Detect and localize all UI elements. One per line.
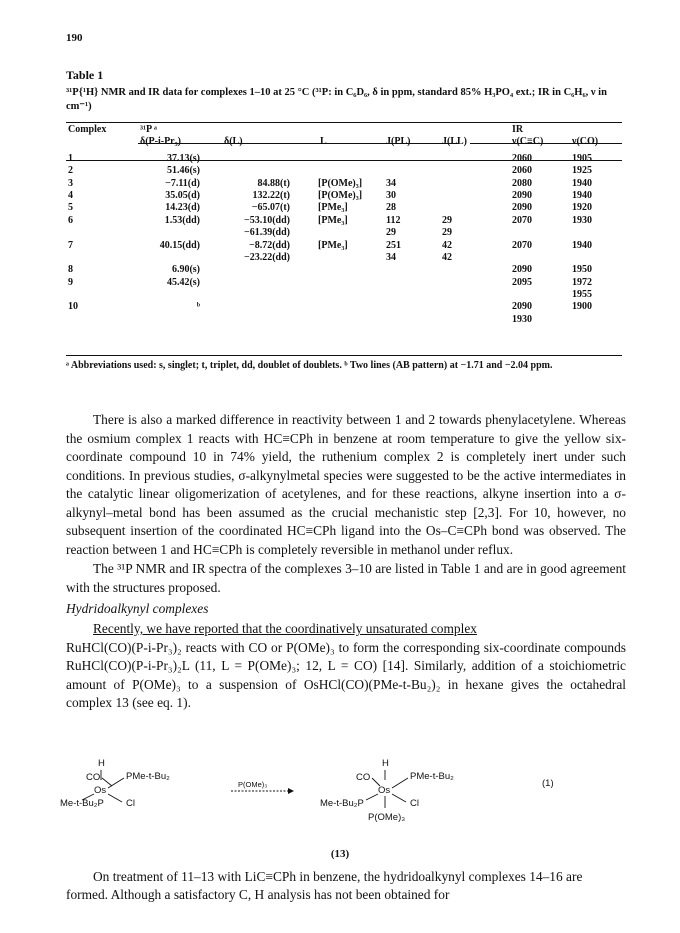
table-cell: 40.15(dd) xyxy=(159,239,200,251)
table-cell: 42 xyxy=(442,251,452,263)
table-cell: 1950 xyxy=(572,264,592,276)
right-h: H xyxy=(382,758,389,769)
complex-number: 8 xyxy=(68,264,73,276)
reaction-scheme xyxy=(60,758,626,848)
table-cell xyxy=(222,289,306,301)
paragraph-hydridoalkynyl xyxy=(66,620,626,713)
header-p31: ³¹P ᵃ xyxy=(140,124,157,135)
table-cell xyxy=(384,165,440,177)
complex-number: 6 xyxy=(68,214,73,226)
table-cell: −23.22(dd) xyxy=(244,251,290,263)
paragraph-treatment: On treatment of 11–13 with LiC≡CPh in benzene, the hydridoalkynyl complexes 14–16 are formed. Although a satisfactory C, H analysis has not been obtained for xyxy=(66,869,583,902)
page-number: 190 xyxy=(66,32,83,44)
table-header-row xyxy=(66,136,622,148)
header-cell: δ(P-i-Pr₃) xyxy=(140,136,181,148)
table-cell: 84.88(t) xyxy=(257,177,290,189)
table-caption: ³¹P{¹H} NMR and IR data for complexes 1–10 at 25 °C (³¹P: in C₆D₆, δ in ppm, standard 85% H₃PO₄ ext.; IR in C₆H₆, ν in cm⁻¹) xyxy=(66,87,607,112)
table-cell: 6.90(s) xyxy=(171,264,200,276)
table-cell xyxy=(306,165,384,177)
table-cell xyxy=(440,165,510,177)
table-row xyxy=(66,289,622,301)
table-cell: 2090 xyxy=(512,301,532,313)
header-cell: ν(C≡C) xyxy=(512,136,544,148)
table-cell: 1940 xyxy=(572,177,592,189)
table-cell: −53.10(dd) xyxy=(244,214,290,226)
table-row xyxy=(66,190,622,202)
paragraph-spectra: The ³¹P NMR and IR spectra of the complexes 3–10 are listed in Table 1 and are in good agreement with the structures proposed. xyxy=(66,561,626,595)
table-cell: 2095 xyxy=(512,276,532,288)
table-cell: ᵇ xyxy=(196,301,200,313)
table-cell: 2090 xyxy=(512,202,532,214)
right-os: Os xyxy=(378,785,391,796)
table-cell: 1920 xyxy=(572,202,592,214)
table-row xyxy=(66,301,622,313)
table-cell xyxy=(222,314,306,326)
table-row xyxy=(66,277,622,289)
table-cell: 2060 xyxy=(512,152,532,164)
table-cell xyxy=(384,301,440,313)
table-cell xyxy=(510,252,570,264)
table-cell xyxy=(440,153,510,165)
table-cell: 251 xyxy=(386,239,401,251)
table-row xyxy=(66,227,622,239)
table-cell: 2090 xyxy=(512,189,532,201)
underlined-sentence: Recently, we have reported that the coordinatively unsaturated complex xyxy=(93,621,477,636)
table-cell: 45.42(s) xyxy=(166,276,200,288)
table-cell xyxy=(138,227,222,239)
table-row xyxy=(66,264,622,276)
table-cell: 1925 xyxy=(572,165,592,177)
table-cell xyxy=(138,314,222,326)
complex-number: 1 xyxy=(68,152,73,164)
table-cell: 28 xyxy=(386,202,396,214)
table-cell xyxy=(222,301,306,313)
section-title: Hydridoalkynyl complexes xyxy=(66,601,209,616)
table-cell: 37.13(s) xyxy=(166,152,200,164)
table-cell xyxy=(222,165,306,177)
table-row xyxy=(66,314,622,326)
right-p-top: PMe-t-Bu₂ xyxy=(410,771,454,782)
complex-number: 7 xyxy=(68,239,73,251)
complex-number xyxy=(66,227,138,239)
table-cell xyxy=(440,202,510,214)
table-cell xyxy=(384,277,440,289)
table-cell xyxy=(306,153,384,165)
table-cell: 1930 xyxy=(572,214,592,226)
table-cell xyxy=(440,190,510,202)
table-cell xyxy=(440,264,510,276)
table-cell xyxy=(138,289,222,301)
table-cell xyxy=(222,264,306,276)
table-header-top xyxy=(66,124,622,136)
table-cell: 1940 xyxy=(572,189,592,201)
table-cell xyxy=(440,178,510,190)
right-cl: Cl xyxy=(410,798,419,809)
left-os: Os xyxy=(94,785,107,796)
table-cell xyxy=(570,314,622,326)
table-cell: −8.72(dd) xyxy=(249,239,290,251)
table-footnote: ᵃ Abbreviations used: s, singlet; t, triplet, dd, doublet of doublets. ᵇ Two lines (AB pattern) at −1.71 and −2.04 ppm. xyxy=(66,360,553,371)
table-cell: 112 xyxy=(386,214,401,226)
complex-number: 9 xyxy=(68,276,73,288)
complex-number xyxy=(66,314,138,326)
paragraph-reactivity: There is also a marked difference in reactivity between 1 and 2 towards phenylacetylene. Whereas the osmium complex 1 reacts with HC≡CPh in benzene at room temperature to give the yellow six-coordinate compound 10 in 74% yield, the ruthenium complex 2 is completely inert under such conditions. In previous studies, σ-alkynylmetal species were suggested to be the active intermediates in the catalytic linear oligomerization of acetylenes, and for these reactions, alkyne insertion into a σ-alkynyl–metal bond has been assumed as the crucial mechanistic step [2,3]. For 10, however, no subsequent insertion of the coordinated HC≡CPh ligand into the Os–C≡CPh bond was observed. The reaction between 1 and HC≡CPh is completely reversible in methanol under reflux. xyxy=(66,412,626,557)
table-row xyxy=(66,202,622,214)
table-cell: 1.53(dd) xyxy=(164,214,200,226)
table-cell xyxy=(570,252,622,264)
table-cell: 1905 xyxy=(572,152,592,164)
table-cell: 29 xyxy=(442,214,452,226)
arrow-label: P(OMe)₃ xyxy=(238,780,268,789)
left-co: CO xyxy=(86,772,101,783)
table-cell xyxy=(222,153,306,165)
table-cell: 14.23(d) xyxy=(165,202,200,214)
header-cell: J(LL) xyxy=(442,136,467,148)
table-cell xyxy=(510,289,570,301)
table-cell: [PMe₃] xyxy=(318,239,348,251)
table-cell xyxy=(440,314,510,326)
header-cell: δ(L) xyxy=(224,136,243,148)
table-cell xyxy=(384,153,440,165)
table-cell: 30 xyxy=(386,189,396,201)
table-cell: 1955 xyxy=(572,289,592,301)
table-cell xyxy=(384,289,440,301)
right-ligand: P(OMe)₃ xyxy=(368,812,406,823)
table-cell xyxy=(440,277,510,289)
scheme-drawing xyxy=(60,758,626,848)
complex-number: 10 xyxy=(68,301,78,313)
table-row xyxy=(66,252,622,264)
table-cell: −65.07(t) xyxy=(251,202,290,214)
table-cell xyxy=(306,264,384,276)
table-row xyxy=(66,240,622,252)
left-cl: Cl xyxy=(126,798,135,809)
header-cell: J(PL) xyxy=(386,136,411,148)
table-cell: 2070 xyxy=(512,214,532,226)
table-cell xyxy=(306,227,384,239)
paragraph-continuation: RuHCl(CO)(P-i-Pr₃)₂ reacts with CO or P(OMe)₃ to form the corresponding six-coordinate compounds RuHCl(CO)(P-i-Pr₃)₂L (11, L = P(OMe)₃; 12, L = CO) [14]. Similarly, addition of a stoichiometric amount of P(OMe)₃ to a suspension of OsHCl(CO)(PMe-t-Bu₂)₂ in hexane gives the octahedral complex 13 (see eq. 1). xyxy=(66,639,626,710)
table-cell xyxy=(384,264,440,276)
left-p-bottom: Me-t-Bu₂P xyxy=(60,798,104,809)
table-body xyxy=(66,153,622,326)
complex-number xyxy=(66,252,138,264)
table-cell: 42 xyxy=(442,239,452,251)
table-row xyxy=(66,165,622,177)
table-cell: 1940 xyxy=(572,239,592,251)
table-cell: 29 xyxy=(386,227,396,239)
table-cell: 1972 xyxy=(572,276,592,288)
table-cell: 29 xyxy=(442,227,452,239)
table-cell xyxy=(138,252,222,264)
table-cell xyxy=(306,252,384,264)
left-p-top: PMe-t-Bu₂ xyxy=(126,771,170,782)
right-co: CO xyxy=(356,772,371,783)
table-cell: [PMe₃] xyxy=(318,202,348,214)
table-cell: [P(OMe)₃] xyxy=(318,177,363,189)
table-cell xyxy=(306,314,384,326)
table-cell: 51.46(s) xyxy=(166,165,200,177)
table-cell: 2070 xyxy=(512,239,532,251)
table-cell: −61.39(dd) xyxy=(244,227,290,239)
table-row xyxy=(66,153,622,165)
complex-number: 5 xyxy=(68,202,73,214)
table-cell xyxy=(570,227,622,239)
table-cell: 132.22(t) xyxy=(252,189,290,201)
table-cell: [P(OMe)₃] xyxy=(318,189,363,201)
header-cell: ν(CO) xyxy=(572,136,599,148)
header-ir: IR xyxy=(512,124,524,135)
table-cell xyxy=(440,289,510,301)
table-row xyxy=(66,178,622,190)
complex-number xyxy=(66,289,138,301)
table-label: Table 1 xyxy=(66,68,104,82)
table-row xyxy=(66,215,622,227)
table-cell: 34 xyxy=(386,251,396,263)
table-cell xyxy=(510,227,570,239)
equation-number: (1) xyxy=(542,778,554,789)
table-cell xyxy=(440,301,510,313)
table-cell: 34 xyxy=(386,177,396,189)
nmr-ir-table xyxy=(66,124,622,326)
header-complex: Complex xyxy=(68,124,107,135)
compound-label: (13) xyxy=(330,848,350,860)
complex-number: 3 xyxy=(68,177,73,189)
table-cell: 1900 xyxy=(572,301,592,313)
table-cell: 2080 xyxy=(512,177,532,189)
table-cell: 35.05(d) xyxy=(165,189,200,201)
table-cell xyxy=(306,301,384,313)
complex-number: 4 xyxy=(68,189,73,201)
table-cell: 2060 xyxy=(512,165,532,177)
table-cell: −7.11(d) xyxy=(165,177,200,189)
table-cell: 2090 xyxy=(512,264,532,276)
complex-number: 2 xyxy=(68,165,73,177)
header-cell: L xyxy=(320,136,327,148)
left-h: H xyxy=(98,758,105,769)
table-cell xyxy=(306,289,384,301)
table-bottom-rule xyxy=(66,355,622,356)
table-cell xyxy=(306,277,384,289)
table-cell: [PMe₃] xyxy=(318,214,348,226)
table-top-rule xyxy=(66,122,622,123)
right-p-bottom: Me-t-Bu₂P xyxy=(320,798,364,809)
table-cell: 1930 xyxy=(512,313,532,325)
table-cell xyxy=(384,314,440,326)
table-cell xyxy=(222,277,306,289)
